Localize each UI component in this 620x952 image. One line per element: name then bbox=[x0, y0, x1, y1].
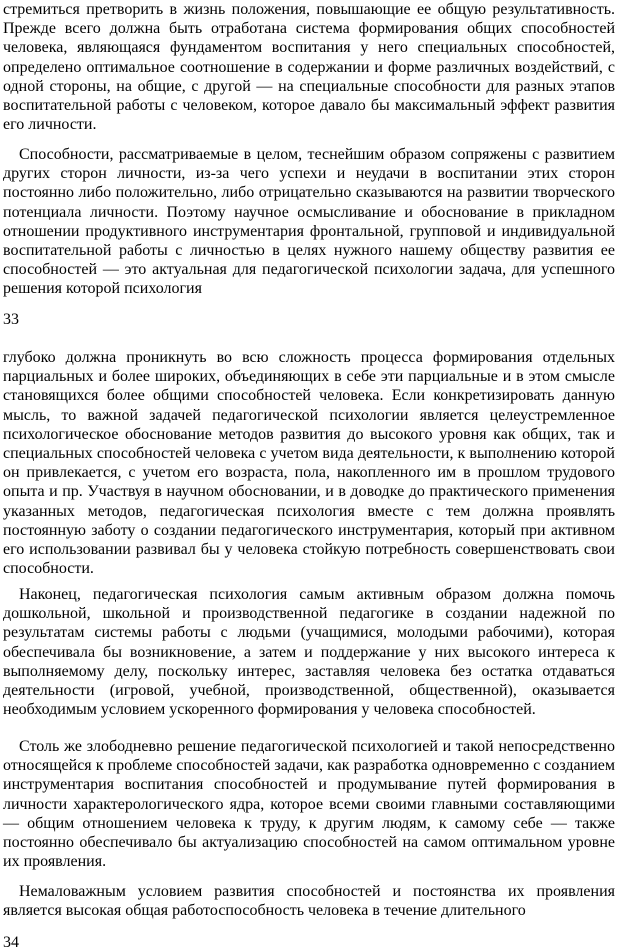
paragraph-continuation: стремиться претворить в жизнь положения, повышающие ее общую результативность. Прежде всего должна быть отработана система формирования общих способностей человека, являющаяся фундаментом воспитания у него специальных способностей, определено оптимальное соотношение в содержании и форме различных воздействий, с одной стороны, на общие, с другой — на специальные способности для разных этапов воспитательной работы с человеком, которое давало бы максимальный эффект развития его личности. bbox=[3, 1, 615, 134]
paragraph-abilities-development: Способности, рассматриваемые в целом, теснейшим образом сопряжены с развитием других сторон личности, из-за чего успехи и неудачи в воспитании этих сторон постоянно либо положительно, либо отрицательно сказываются на развитии творческого потенциала личности. Поэтому научное осмысливание и обоснование в прикладном отношении продуктивного инструментария фронтальной, групповой и индивидуальной воспитательной работы с личностью в целях нужного нашему обществу развития ее способностей — это актуальная для педагогической психологии задача, для успешного решения которой психология bbox=[3, 146, 615, 298]
paragraph-penetrate-complexity: глубоко должна проникнуть во всю сложность процесса формирования отдельных парциальных и более широких, объединяющих в себе эти парциальные и в этом смысле становящихся более общими способностей человека. Если конкретизировать данную мысль, то важной задачей педагогической психологии является целеустремленное психологическое обоснование методов развития до высокого уровня как общих, так и специальных способностей человека с учетом вида деятельности, к выполнению которой он привлекается, с учетом его возраста, пола, накопленного им в прошлом трудового опыта и пр. Участвуя в научном обосновании, и в доводке до практического применения указанных методов, педагогическая психология вместе с тем должна проявлять постоянную заботу о создании педагогического инструментария, который при активном его использовании развивал бы у человека стойкую потребность совершенствовать свои способности. bbox=[3, 349, 615, 578]
page-number-33: 33 bbox=[3, 311, 19, 328]
paragraph-finally: Наконец, педагогическая психология самым активным образом должна помочь дошкольной, школьной и производственной педагогике в создании надежной по результатам системы работы с людьми (учащимися, молодыми рабочими), которая обеспечивала бы возникновение, а затем и поддержание у них высокого интереса к выполняемому делу, поскольку интерес, заставляя человека без остатка отдаваться деятельности (игровой, учебной, производственной, общественной), оказывается необходимым условием ускоренного формирования у человека способностей. bbox=[3, 586, 615, 719]
page-number-34: 34 bbox=[3, 934, 19, 951]
paragraph-important-condition: Немаловажным условием развития способностей и постоянства их проявления является высокая общая работоспособность человека в течение длительного bbox=[3, 883, 615, 920]
paragraph-equally-urgent: Столь же злободневно решение педагогической психологией и такой непосредственно относящейся к проблеме способностей задачи, как разработка одновременно с созданием инструментария воспитания способностей и продумывание путей формирования в личности характерологического ядра, которое всеми своими главными составляющими — общим отношением человека к труду, к другим людям, к самому себе — также постоянно обеспечивало бы актуализацию способностей на самом оптимальном уровне их проявления. bbox=[3, 738, 615, 871]
